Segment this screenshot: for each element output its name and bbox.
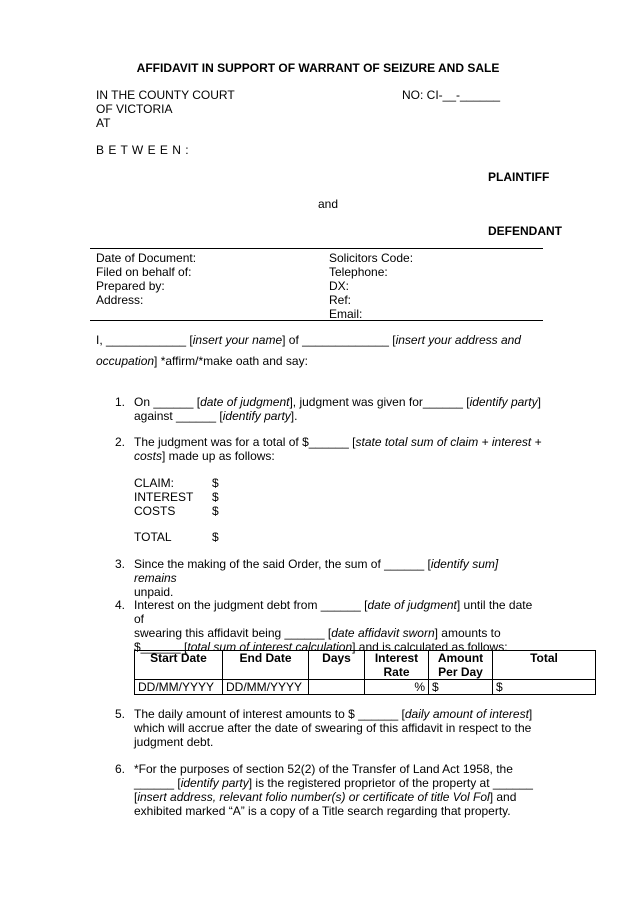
court-line-1: IN THE COUNTY COURT <box>96 88 235 102</box>
header-start-date: Start Date <box>135 651 223 680</box>
interest-table <box>134 650 596 695</box>
date-of-document-label: Date of Document: <box>96 251 197 265</box>
details-top-rule <box>90 248 543 249</box>
claim-dollar: $ <box>212 476 219 490</box>
plaintiff-label: PLAINTIFF <box>488 170 550 184</box>
costs-dollar: $ <box>212 504 219 518</box>
total-label: TOTAL <box>134 530 172 544</box>
filed-on-behalf-label: Filed on behalf of: <box>96 265 192 279</box>
between-label: B E T W E E N : <box>96 143 190 157</box>
item-2-text: The judgment was for a total of $______ [state total sum of claim + interest + costs] made up as follows: <box>134 435 542 463</box>
table-row <box>135 680 596 695</box>
solicitors-code-label: Solicitors Code: <box>329 251 414 265</box>
header-interest-rate: Interest Rate <box>365 651 429 680</box>
item-number-6: 6. <box>115 762 126 776</box>
claim-label: CLAIM: <box>134 476 175 490</box>
header-amount-per-day: Amount Per Day <box>429 651 493 680</box>
interest-dollar: $ <box>212 490 219 504</box>
costs-label: COSTS <box>134 504 176 518</box>
item-6-text: *For the purposes of section 52(2) of the Transfer of Land Act 1958, the ______ [identify party] is the registered proprietor of the property at ______ [insert address, relevant folio number(s) or certificate of title Vol Fol] and exhibited marked “A” is a copy of a Title search regarding that property. <box>134 762 533 818</box>
cell-total: $ <box>493 680 596 695</box>
header-end-date: End Date <box>223 651 309 680</box>
cell-days <box>309 680 365 695</box>
item-5-text: The daily amount of interest amounts to $ ______ [daily amount of interest] which will accrue after the date of swearing of this affidavit in respect to the judgment debt. <box>134 707 533 749</box>
cell-start-date: DD/MM/YYYY <box>135 680 223 695</box>
defendant-label: DEFENDANT <box>488 224 562 238</box>
item-number-3: 3. <box>115 557 126 571</box>
prepared-by-label: Prepared by: <box>96 279 165 293</box>
case-number: NO: CI-__-______ <box>402 88 501 102</box>
court-line-2: OF VICTORIA <box>96 102 173 116</box>
dx-label: DX: <box>329 279 350 293</box>
header-days: Days <box>309 651 365 680</box>
item-number-1: 1. <box>115 395 126 409</box>
interest-table-header <box>135 651 596 680</box>
address-label: Address: <box>96 293 144 307</box>
total-dollar: $ <box>212 530 219 544</box>
item-3-text: Since the making of the said Order, the sum of ______ [identify sum] remains unpaid. <box>134 557 499 599</box>
interest-label: INTEREST <box>134 490 194 504</box>
and-label: and <box>318 197 339 211</box>
item-number-2: 2. <box>115 435 126 449</box>
item-4-text: Interest on the judgment debt from ______ [date of judgment] until the date of swearing this affidavit being ______ [date affidavit sworn] amounts to $______ [total sum of interest calculation] and is calculated as follows: <box>134 598 533 654</box>
ref-label: Ref: <box>329 293 352 307</box>
court-line-3: AT <box>96 116 111 130</box>
item-number-5: 5. <box>115 707 126 721</box>
item-1-text: On ______ [date of judgment], judgment was given for______ [identify party] against ______ [identify party]. <box>134 395 541 423</box>
item-number-4: 4. <box>115 598 126 612</box>
cell-amount-per-day: $ <box>429 680 493 695</box>
cell-interest-rate: % <box>365 680 429 695</box>
email-label: Email: <box>329 307 363 321</box>
cell-end-date: DD/MM/YYYY <box>223 680 309 695</box>
telephone-label: Telephone: <box>329 265 388 279</box>
intro-line-1: I, ____________ [insert your name] of _____________ [insert your address and <box>96 333 521 347</box>
intro-line-2: occupation] *affirm/*make oath and say: <box>96 354 308 368</box>
document-title: AFFIDAVIT IN SUPPORT OF WARRANT OF SEIZURE AND SALE <box>136 61 500 75</box>
details-bottom-rule <box>90 320 543 321</box>
header-total: Total <box>493 651 596 680</box>
